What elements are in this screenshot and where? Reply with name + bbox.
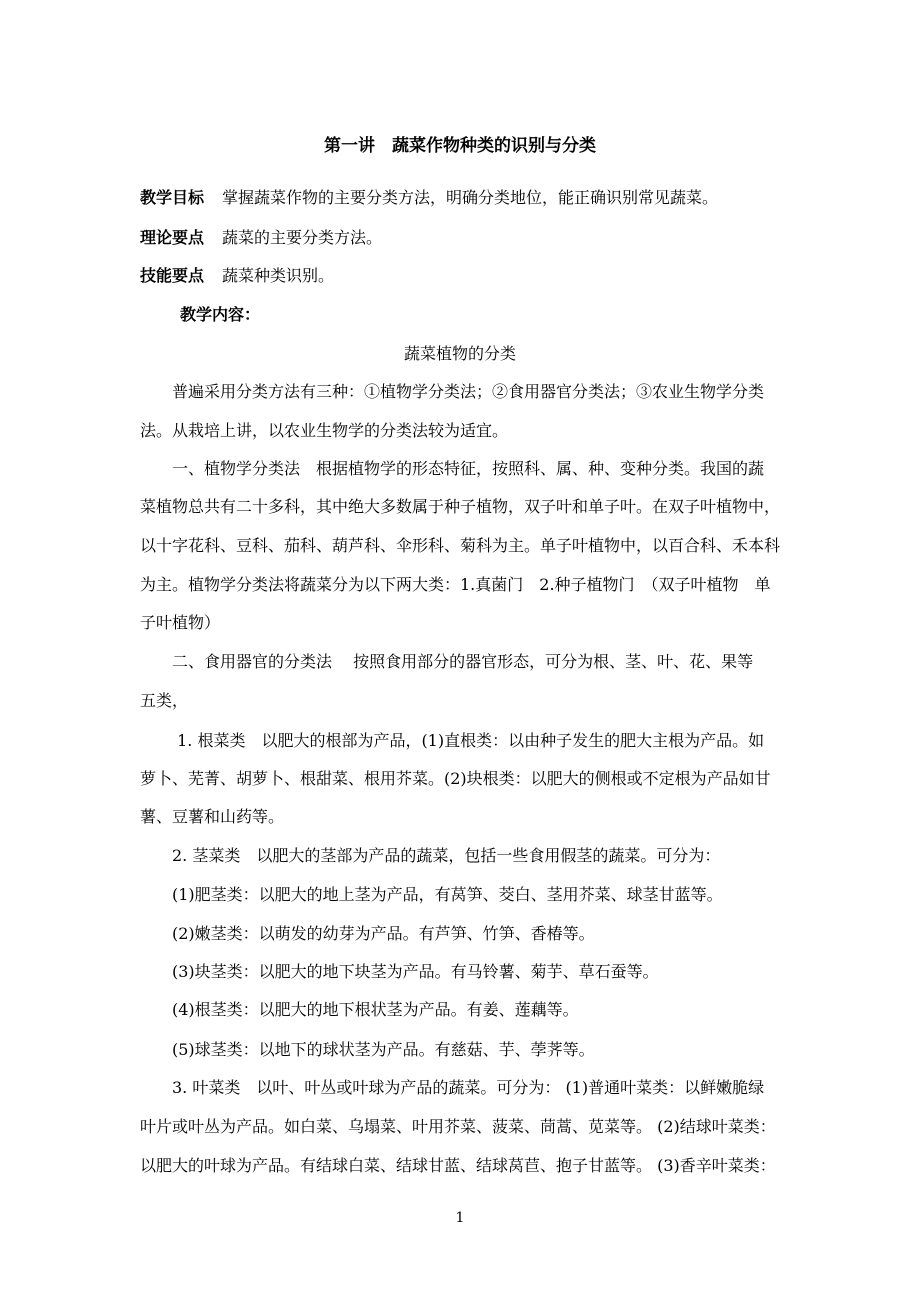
body-line: 为主。植物学分类法将蔬菜分为以下两大类：1.真菌门 2.种子植物门 （双子叶植物 单: [140, 575, 771, 594]
body-line: (5)球茎类：以地下的球状茎为产品。有慈菇、芋、荸荠等。: [140, 1040, 595, 1059]
objective-text: 掌握蔬菜作物的主要分类方法，明确分类地位，能正确识别常见蔬菜。: [222, 188, 719, 207]
body-line: (3)块茎类：以肥大的地下块茎为产品。有马铃薯、菊芋、草石蚕等。: [140, 962, 659, 981]
page-number: 1: [455, 1210, 465, 1226]
body-line: 叶片或叶丛为产品。如白菜、乌塌菜、叶用芥菜、菠菜、茼蒿、苋菜等。 (2)结球叶菜类：: [140, 1117, 776, 1136]
body-line: 法。从栽培上讲，以农业生物学的分类法较为适宜。: [140, 421, 509, 440]
body-line: 萝卜、芜菁、胡萝卜、根甜菜、根用芥菜。(2)块根类：以肥大的侧根或不定根为产品如甘: [140, 769, 771, 788]
body-line: 以十字花科、豆科、茄科、葫芦科、伞形科、菊科为主。单子叶植物中，以百合科、禾本科: [140, 536, 781, 555]
body-line: 二、食用器官的分类法 按照食用部分的器官形态，可分为根、茎、叶、花、果等: [140, 652, 754, 671]
body-line: 1. 根菜类 以肥大的根部为产品，(1)直根类：以由种子发生的肥大主根为产品。如: [140, 731, 765, 750]
objective-text: 蔬菜种类识别。: [222, 266, 335, 285]
body-line: 一、植物学分类法 根据植物学的形态特征，按照科、属、种、变种分类。我国的蔬: [140, 459, 765, 478]
objective-line: [140, 266, 334, 286]
section-title: 蔬菜植物的分类: [403, 344, 516, 363]
content-label: 教学内容：: [180, 305, 261, 324]
body-line: 2. 茎菜类 以肥大的茎部为产品的蔬菜，包括一些食用假茎的蔬菜。可分为：: [140, 846, 721, 865]
body-line: 3. 叶菜类 以叶、叶丛或叶球为产品的蔬菜。可分为： (1)普通叶菜类：以鲜嫩脆绿: [140, 1078, 765, 1097]
objective-label: 技能要点: [140, 266, 205, 285]
body-line: 五类，: [140, 691, 189, 710]
body-line: 以肥大的叶球为产品。有结球白菜、结球甘蓝、结球莴苣、抱子甘蓝等。 (3)香辛叶菜类：: [140, 1156, 776, 1175]
body-line: 薯、豆薯和山药等。: [140, 807, 285, 826]
objective-text: 蔬菜的主要分类方法。: [222, 228, 383, 247]
page-title: 第一讲 蔬菜作物种类的识别与分类: [324, 136, 596, 156]
objective-label: 理论要点: [140, 228, 205, 247]
objective-line: [140, 188, 718, 208]
body-line: (2)嫩茎类：以萌发的幼芽为产品。有芦笋、竹笋、香椿等。: [140, 924, 595, 943]
body-line: 菜植物总共有二十多科，其中绝大多数属于种子植物，双子叶和单子叶。在双子叶植物中，: [140, 497, 781, 516]
body-line: 子叶植物）: [140, 613, 221, 632]
body-line: (1)肥茎类：以肥大的地上茎为产品，有莴笋、茭白、茎用芥菜、球茎甘蓝等。: [140, 885, 723, 904]
body-line: (4)根茎类：以肥大的地下根状茎为产品。有姜、莲藕等。: [140, 1000, 579, 1019]
objective-line: [140, 228, 382, 248]
objective-label: 教学目标: [140, 188, 205, 207]
body-line: 普遍采用分类方法有三种：①植物学分类法；②食用器官分类法；③农业生物学分类: [140, 382, 765, 401]
